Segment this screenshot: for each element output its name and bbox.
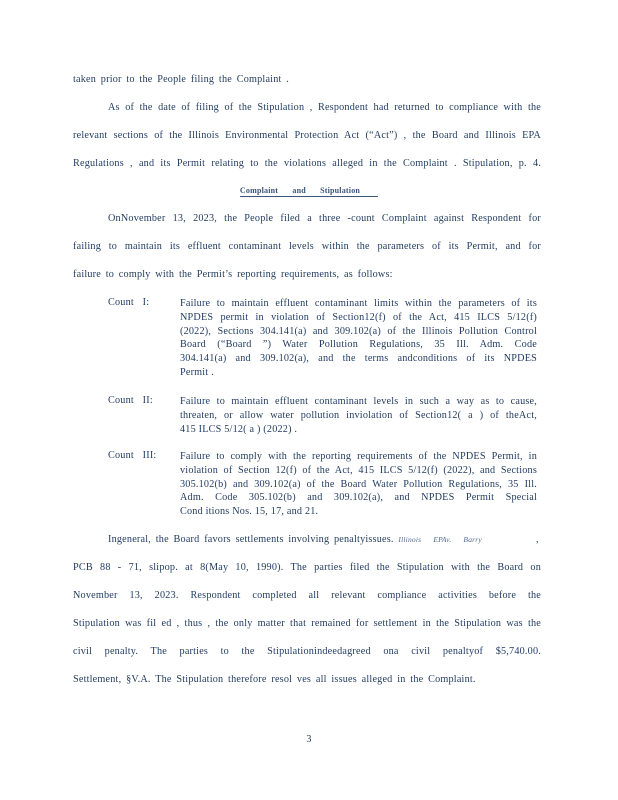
count-line: 304.141(a) and 309.102(a), and the terms andconditions of its NPDES [180,353,537,365]
count-line: Permit . [180,366,214,378]
count-line: Adm. Code 305.102(b) and 309.102(a), and NPDES Permit Special [180,492,537,504]
count-line: NPDES permit in violation of Section12(f) of the Act, 415 ILCS 5/12(f) [180,311,537,323]
intro-line: taken prior to the People filing the Complaint . [73,74,290,85]
page-number: 3 [306,734,312,745]
count-line: Cond itions Nos. 15, 17, and 21. [180,506,319,518]
complaint-line-1: OnNovember 13, 2023, the People filed a three -count Complaint against Respondent for [108,213,541,224]
count-description [180,395,537,436]
count-line: 305.102(b) and 309.102(a) of the Board Water Pollution Regulations, 35 Ill. [180,478,537,490]
settlement-line-1 [108,534,541,545]
count-description [180,297,537,380]
count-description [180,450,537,519]
count-line: (2022), Sections 304.141(a) and 309.102(a) of the Illinois Pollution Control [180,325,537,337]
settlement-line-2: PCB 88 - 71, slipop. at 8(May 10, 1990). The parties filed the Stipulation with the Board on [73,562,541,573]
count-line: Failure to maintain effluent contaminant limits within the parameters of its [180,298,537,309]
complaint-line-3: failure to comply with the Permit’s reporting requirements, as follows: [73,269,393,280]
section-heading [0,186,618,195]
count-label: Count I: [108,297,150,308]
section-heading-text: Complaint and Stipulation [240,186,378,197]
count-line: threaten, or allow water pollution inviolation of Section12( a ) of theAct, [180,409,537,421]
settlement-line-1-text: Ingeneral, the Board favors settlements involving penaltyissues. [108,534,394,545]
stipulation-line-2: relevant sections of the Illinois Environmental Protection Act (“Act”) , the Board and Illinois EPA [73,130,541,141]
count-label: Count II: [108,395,153,406]
count-line: 415 ILCS 5/12( a ) (2022) . [180,423,298,435]
citation-comma: , [536,534,539,545]
count-label: Count III: [108,450,157,461]
count-line: violation of Section 12(f) of the Act, 415 ILCS 5/12(f) (2022), and Sections [180,464,537,476]
settlement-line-6: Settlement, §V.A. The Stipulation therefore resol ves all issues alleged in the Complaint. [73,674,476,685]
settlement-line-5: civil penalty. The parties to the Stipulationindeedagreed ona civil penaltyof $5,740.00. [73,646,541,657]
settlement-line-4: Stipulation was fil ed , thus , the only matter that remained for settlement in the Stipulation was the [73,618,541,629]
stipulation-line-1: As of the date of filing of the Stipulation , Respondent had returned to compliance with the [108,102,541,113]
complaint-line-2: failing to maintain its effluent contaminant levels within the parameters of its Permit, and for [73,241,541,252]
stipulation-line-3: Regulations , and its Permit relating to the violations alleged in the Complaint . Stipulation, p. 4. [73,158,541,169]
count-line: Failure to comply with the reporting requirements of the NPDES Permit, in [180,451,537,462]
case-citation: Illinois EPAv. Barry [398,535,482,544]
settlement-line-3: November 13, 2023. Respondent completed all relevant compliance activities before the [73,590,541,601]
count-line: Board (“Board ”) Water Pollution Regulations, 35 Ill. Adm. Code [180,339,537,351]
count-line: Failure to maintain effluent contaminant levels in such a way as to cause, [180,396,537,407]
